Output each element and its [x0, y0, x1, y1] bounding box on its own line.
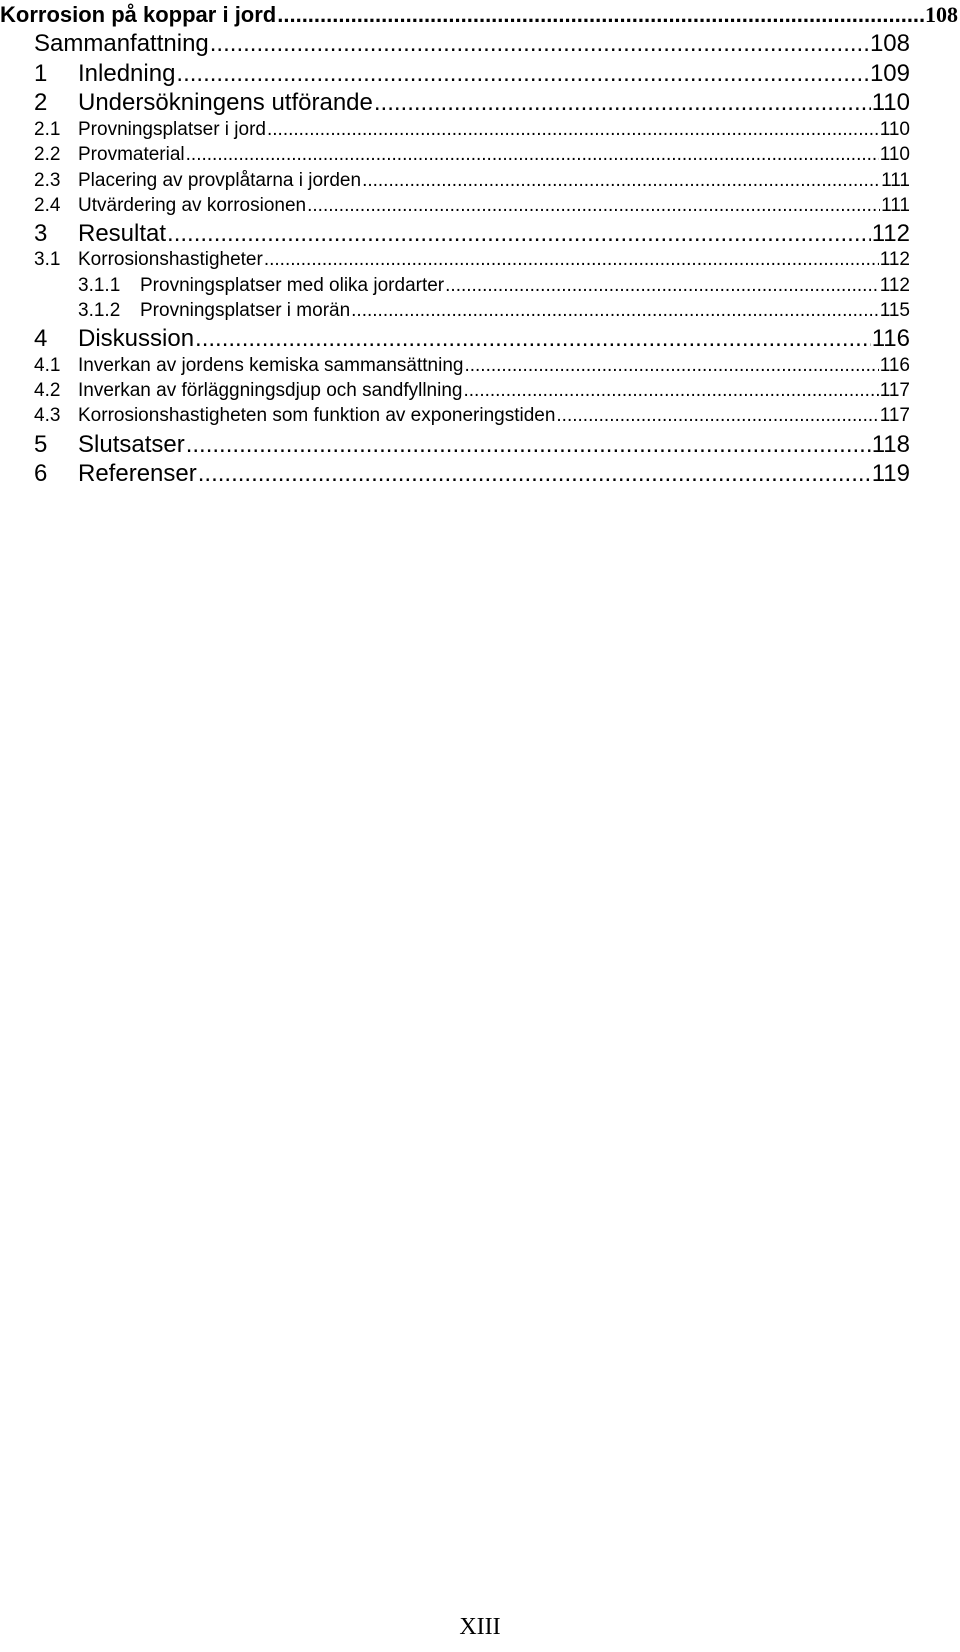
toc-entry-title: Slutsatser [78, 431, 185, 458]
toc-entry-title: Inledning [78, 60, 176, 87]
toc-entry-page: 112 [871, 220, 910, 247]
toc-entry-number: 1 [34, 60, 48, 87]
toc-dot-leader [198, 460, 871, 488]
toc-entry-number: 3 [34, 220, 48, 247]
toc-entry-title: Undersökningens utförande [78, 89, 373, 116]
toc-entry-2-3[interactable] [34, 170, 910, 192]
toc-dot-leader [264, 249, 879, 271]
toc-entry-4[interactable] [34, 325, 910, 353]
toc-entry-page: 117 [879, 405, 910, 426]
toc-dot-leader [210, 30, 869, 58]
toc-entry-title: Inverkan av förläggningsdjup och sandfyllning [78, 380, 463, 401]
toc-entry-title: Referenser [78, 460, 197, 487]
toc-entry-title: Provningsplatser i morän [140, 300, 351, 321]
toc-entry-page: 119 [871, 460, 910, 487]
toc-dot-leader [186, 431, 871, 459]
toc-dot-leader [351, 300, 879, 322]
toc-entry-page: 111 [881, 170, 910, 191]
toc-entry-3[interactable] [34, 220, 910, 248]
toc-entry-6[interactable] [34, 460, 910, 488]
toc-entry-number: 4.1 [34, 355, 61, 376]
toc-dot-leader [445, 275, 879, 297]
toc-entry-page: 115 [879, 300, 910, 321]
toc-entry-number: 3.1.1 [78, 275, 121, 296]
toc-entry-title: Placering av provplåtarna i jorden [78, 170, 362, 191]
toc-dot-leader [176, 60, 869, 88]
toc-entry-page: 118 [871, 431, 910, 458]
toc-entry-number: 4 [34, 325, 48, 352]
toc-dot-leader [277, 2, 924, 28]
toc-entry-3-1-2[interactable] [78, 300, 910, 322]
toc-entry-page: 108 [869, 30, 910, 57]
toc-entry-2-4[interactable] [34, 195, 910, 217]
toc-dot-leader [556, 405, 878, 427]
toc-entry-sammanfattning[interactable] [34, 30, 910, 58]
toc-entry-title: Diskussion [78, 325, 195, 352]
toc-entry-page: 112 [879, 249, 910, 270]
toc-entry-title: Sammanfattning [34, 30, 209, 57]
toc-entry-3-1-1[interactable] [78, 275, 910, 297]
toc-entry-page: 110 [871, 89, 910, 116]
toc-dot-leader [167, 220, 871, 248]
toc-entry-number: 2.1 [34, 119, 61, 140]
toc-entry-title: Korrosionshastigheten som funktion av exponeringstiden [78, 405, 556, 426]
toc-dot-leader [463, 380, 878, 402]
toc-entry-title: Korrosion på koppar i jord [0, 2, 277, 27]
toc-entry-3-1[interactable] [34, 249, 910, 271]
toc-entry-page: 116 [879, 355, 910, 376]
toc-entry-page: 109 [869, 60, 910, 87]
toc-entry-number: 6 [34, 460, 48, 487]
toc-entry-page: 117 [879, 380, 910, 401]
toc-entry-title: Korrosionshastigheter [78, 249, 263, 270]
toc-entry-number: 2.3 [34, 170, 61, 191]
toc-dot-leader [195, 325, 871, 353]
toc-entry-number: 3.1 [34, 249, 61, 270]
toc-entry-page: 108 [925, 2, 958, 27]
toc-entry-page: 116 [871, 325, 910, 352]
toc-entry-number: 2.4 [34, 195, 61, 216]
toc-entry-number: 4.3 [34, 405, 61, 426]
toc-entry-4-1[interactable] [34, 355, 910, 377]
toc-entry-number: 4.2 [34, 380, 61, 401]
toc-entry-4-3[interactable] [34, 405, 910, 427]
toc-entry-title: Provningsplatser med olika jordarter [140, 275, 445, 296]
toc-entry-number: 2 [34, 89, 48, 116]
toc-entry-2[interactable] [34, 89, 910, 117]
toc-dot-leader [267, 119, 879, 141]
toc-entry-2-1[interactable] [34, 119, 910, 141]
toc-entry-4-2[interactable] [34, 380, 910, 402]
toc-entry-number: 5 [34, 431, 48, 458]
toc-dot-leader [464, 355, 878, 377]
toc-entry-1[interactable] [34, 60, 910, 88]
toc-dot-leader [307, 195, 880, 217]
toc-dot-leader [374, 89, 871, 117]
toc-entry-page: 111 [881, 195, 910, 216]
toc-entry-title: Provmaterial [78, 144, 185, 165]
toc-entry-title: Inverkan av jordens kemiska sammansättning [78, 355, 464, 376]
toc-entry-heading[interactable] [0, 2, 958, 28]
toc-dot-leader [362, 170, 880, 192]
toc-entry-title: Provningsplatser i jord [78, 119, 266, 140]
page-footer-number: XIII [459, 1614, 501, 1640]
toc-entry-page: 110 [879, 119, 910, 140]
toc-entry-title: Resultat [78, 220, 167, 247]
toc-entry-title: Utvärdering av korrosionen [78, 195, 307, 216]
toc-dot-leader [186, 144, 879, 166]
toc-entry-page: 112 [879, 275, 910, 296]
toc-entry-5[interactable] [34, 431, 910, 459]
toc-entry-page: 110 [879, 144, 910, 165]
toc-entry-2-2[interactable] [34, 144, 910, 166]
toc-entry-number: 2.2 [34, 144, 61, 165]
toc-entry-number: 3.1.2 [78, 300, 121, 321]
